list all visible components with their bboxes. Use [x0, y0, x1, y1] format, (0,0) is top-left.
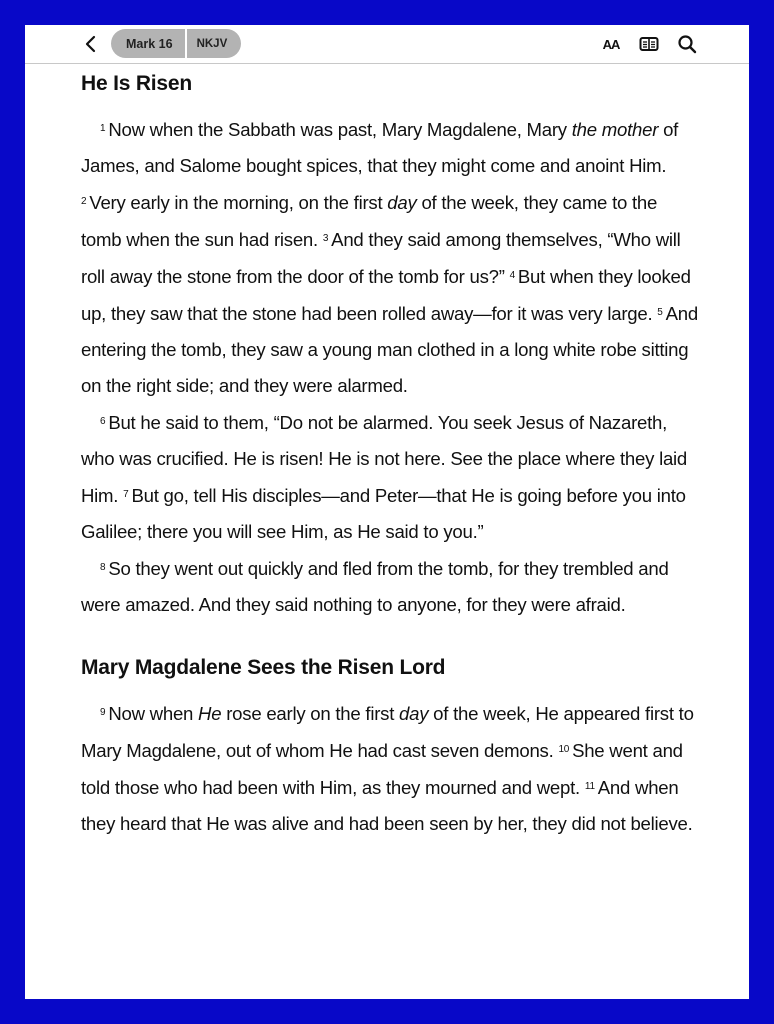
section-heading: Mary Magdalene Sees the Risen Lord	[81, 656, 446, 679]
verse-text[interactable]: of James, and Salome bought spices, that they might come and anoint Him.	[81, 119, 679, 176]
search-icon	[677, 34, 697, 54]
paragraph	[81, 550, 701, 623]
section-he-is-risen	[81, 69, 701, 623]
verse-text[interactable]: She went and told those who had been with Him, as they mourned and wept.	[81, 740, 683, 798]
chevron-left-icon	[81, 33, 101, 55]
paragraph	[81, 404, 701, 550]
italic-text: day	[399, 703, 429, 724]
verse-text[interactable]: of the week, they came to the tomb when the sun had risen.	[81, 192, 658, 250]
parallel-view-button[interactable]	[639, 33, 659, 55]
verse-text[interactable]: But when they looked up, they saw that the stone had been rolled away—for it was very large.	[81, 266, 691, 324]
reader-panel	[25, 25, 749, 999]
book-open-icon	[639, 36, 659, 52]
italic-text: the mother	[571, 119, 659, 140]
verse-number[interactable]: 11	[584, 781, 595, 792]
section-heading: He Is Risen	[81, 72, 193, 95]
toolbar-icons	[601, 33, 697, 55]
paragraph	[81, 695, 701, 842]
verse-text[interactable]: Now when	[108, 703, 199, 724]
verse-number[interactable]: 4	[509, 270, 515, 281]
verse-number[interactable]: 9	[100, 707, 106, 718]
back-button[interactable]	[81, 33, 101, 55]
passage-selector	[111, 29, 241, 58]
verse-text[interactable]: And entering the tomb, they saw a young man clothed in a long white robe sitting on the right side; and they were alarmed.	[81, 303, 698, 396]
verse-text[interactable]: But he said to them, “Do not be alarmed. You seek Jesus of Nazareth, who was crucified. He is risen! He is not here. See the place where they laid Him.	[81, 412, 688, 506]
verse-number[interactable]: 5	[657, 307, 663, 318]
top-bar	[25, 25, 749, 64]
verse-number[interactable]: 6	[100, 416, 106, 427]
italic-text: He	[198, 703, 222, 724]
verse-text[interactable]: And when they heard that He was alive and had been seen by her, they did not believe.	[81, 777, 693, 834]
verse-text[interactable]: rose early on the first	[221, 703, 400, 724]
verse-number[interactable]: 3	[322, 233, 329, 244]
verse-text[interactable]: Now when the Sabbath was past, Mary Magdalene, Mary	[108, 119, 572, 140]
verse-number[interactable]: 8	[100, 562, 106, 573]
verse-text[interactable]: So they went out quickly and fled from the tomb, for they trembled and were amazed. And they said nothing to anyone, for they were afraid.	[81, 558, 669, 615]
verse-number[interactable]: 7	[123, 489, 129, 500]
book-chapter-button[interactable]: Mark 16	[111, 29, 187, 58]
chapter-content	[81, 69, 701, 842]
verse-number[interactable]: 1	[100, 123, 106, 134]
font-size-icon: AA	[602, 36, 620, 52]
verse-text[interactable]: And they said among themselves, “Who will roll away the stone from the door of the tomb for us?”	[81, 229, 681, 287]
verse-text[interactable]: Very early in the morning, on the first	[89, 192, 388, 213]
verse-text[interactable]: But go, tell His disciples—and Peter—that He is going before you into Galilee; there you will see Him, as He said to you.”	[81, 485, 686, 542]
verse-number[interactable]: 2	[81, 196, 87, 207]
italic-text: day	[387, 192, 417, 213]
paragraph	[81, 111, 701, 404]
search-button[interactable]	[677, 33, 697, 55]
font-settings-button[interactable]	[601, 33, 621, 55]
version-button[interactable]: NKJV	[196, 37, 228, 50]
section-mary-magdalene	[81, 653, 701, 842]
verse-text[interactable]: of the week, He appeared first to Mary Magdalene, out of whom He had cast seven demons.	[81, 703, 694, 761]
verse-number[interactable]: 10	[558, 744, 570, 755]
